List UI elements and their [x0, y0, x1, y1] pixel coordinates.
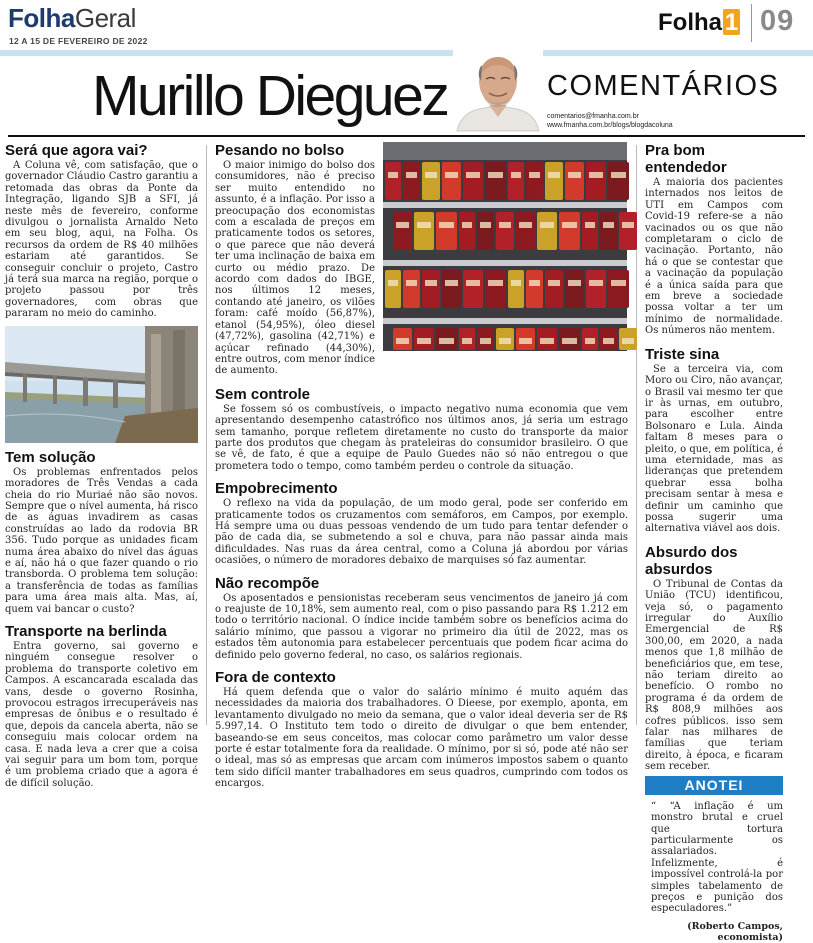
package-label	[406, 172, 417, 178]
coffee-package	[619, 212, 637, 250]
coffee-package	[516, 212, 535, 250]
page-number: 09	[760, 5, 795, 37]
contact-email[interactable]: comentarios@fmanha.com.br	[547, 113, 639, 120]
package-label	[445, 172, 458, 178]
coffee-package	[422, 270, 440, 308]
coffee-package	[565, 162, 584, 200]
coffee-package	[442, 162, 461, 200]
section-title: COMENTÁRIOS	[547, 70, 780, 102]
left-column	[5, 142, 198, 789]
package-label	[519, 338, 532, 344]
package-label	[529, 172, 540, 178]
coffee-package	[477, 212, 494, 250]
coffee-package	[442, 270, 461, 308]
package-label	[585, 338, 595, 344]
article-body: Se a terceira via, com Moro ou Ciro, não avançar, o Brasil vai mesmo ter que ir às urnas, em outubro, para escolher entre Bolsonaro e Lula. Ainda faltam 8 meses para o pleito, o que, em política, é uma eternidade, mas as lideranças que pretendem quebrar essa bolha precisam sentar à mesa e definir um caminho que possa sugerir uma alternativa viável aos dois.	[645, 363, 783, 535]
package-label	[511, 280, 521, 286]
article-body: Entra governo, sai governo e ninguém consegue resolver o problema do transporte coletivo em Campos. A escancarada escalada das vans, desde o governo Rosinha, provocou estragos irrecuperáveis nas empresas de ônibus e o resultado é que, depois da cancela aberta, não se conseguiu mais colocar ordem na casa. E nada leva a crer que a coisa vai seguir para um bom tom, porque é um problema criado que a agora é de difícil solução.	[5, 640, 198, 789]
package-label	[396, 222, 409, 228]
article-title: Pra bom entendedor	[645, 142, 727, 176]
contact-site[interactable]: www.fmanha.com.br/blogs/blogdacoluna	[547, 122, 673, 129]
package-label	[548, 172, 560, 178]
coffee-package	[608, 162, 629, 200]
package-label	[388, 172, 398, 178]
package-label	[589, 280, 603, 286]
coffee-package	[436, 212, 457, 250]
coffee-package	[463, 162, 483, 200]
section-brand	[8, 4, 136, 32]
package-label	[417, 338, 431, 344]
coffee-package	[508, 270, 524, 308]
folha1-logo	[658, 9, 740, 37]
article-body: Se fossem só os combustíveis, o impacto negativo numa economia que vem apresentando desempenho catastrófico nos últimos anos, já seria um estrago sem tamanho, porque refletem diretamente no custo do transporte da maior parte dos produtos que chegam às prateleiras do consumidor brasileiro. O que se vê, de fato, é que a equipe de Paulo Guedes não só não entregou o que prometera todo o tempo, como também perdeu o controle da situação.	[215, 403, 628, 472]
package-label	[562, 338, 577, 344]
article-title: Pesando no bolso	[215, 142, 345, 159]
coffee-package	[463, 270, 483, 308]
coffee-package	[545, 270, 563, 308]
logo-text: Folha	[658, 9, 722, 36]
article-body: O Tribunal de Contas da União (TCU) identificou, veja só, o pagamento irregular do Auxílio Emergencial de R$ 300,00, em 2020, a nada menos que 1,8 milhão de beneficiários que, em tese, não teriam direito ao benefício. O rombo no programa é da ordem de R$ 808,9 milhões aos cofres públicos. isso sem falar nas milhares de famílias que teriam direito, à época, e ficaram sem receber.	[645, 578, 783, 773]
article-title: Empobrecimento	[215, 480, 338, 498]
package-label	[540, 222, 554, 228]
article-title: Não recompõe	[215, 574, 320, 592]
anotei-label: ANOTEI	[645, 776, 783, 795]
coffee-package	[559, 212, 580, 250]
article-body: A Coluna vê, com satisfação, que o governador Cláudio Castro garantiu a retomada das obras da Ponte da Integração, ligando SJB a SFI, já neste mês de fevereiro, conforme divulgou o jornalista Arnaldo Neto em seu blog, aqui, na Folha. Os recursos da ordem de R$ 40 milhões estariam até garantidos. Se conseguir concluir o projeto, Castro já terá sua marca na região, porque o projeto passou por três governadores, com obras que pararam no meio do caminho.	[5, 160, 198, 320]
contact-info	[547, 112, 673, 130]
package-label	[425, 280, 437, 286]
article-body: Os aposentados e pensionistas receberam seus vencimentos de janeiro já com o reajuste de 10,18%, sem aumento real, com o piso passando para R$ 1.212 em todo o território nacional. O índice incide também sobre os benefícios acima do salário mínimo, que passou a vigorar no primeiro dia útil de 2022, mas os estados têm autonomia para estabelecer percentuais que podem ficar acima do definido pelo governo federal, no caso, os salários regionais.	[215, 592, 628, 661]
brand-light: Geral	[74, 3, 136, 33]
coffee-package	[608, 270, 629, 308]
article-pesando	[215, 142, 375, 377]
coffee-package	[403, 162, 420, 200]
header-divider	[751, 4, 752, 42]
coffee-package	[393, 212, 412, 250]
article-title: Transporte na berlinda	[5, 622, 167, 640]
package-label	[589, 172, 603, 178]
article-body: Os problemas enfrentados pelos moradores de Três Vendas a cada cheia do rio Muriaé não são novos. Sempre que o nível aumenta, há risco de as águas invadirem as casas construídas ao lado da rodovia BR 356. Tudo porque as unidades ficam numa área abaixo do nível das águas e aí, não há o que fazer quando o rio transborda. O problema tem solução: a transferência de todas as famílias para uma área mais alta. Mas, aí, quem vai bancar o custo?	[5, 466, 198, 615]
package-label	[466, 172, 480, 178]
package-label	[603, 338, 614, 344]
coffee-package	[600, 212, 617, 250]
bridge-photo	[5, 326, 198, 443]
article-title: Triste sina	[645, 345, 720, 363]
package-label	[462, 222, 472, 228]
article-body: A maioria dos pacientes internados nos leitos de UTI em Campos com Covid-19 refere-se a não vacinados ou os que não completaram o ciclo de vacinação. Portanto, não há o que se contestar que a vacinação da população é a única saída para que em breve a sociedade possa voltar a ter um mínimo de normalidade. Os números não mentem.	[645, 177, 783, 337]
coffee-package	[537, 212, 557, 250]
package-label	[488, 172, 503, 178]
package-label	[488, 280, 503, 286]
right-column	[645, 142, 783, 943]
anotei-source: (Roberto Campos, economista)	[687, 920, 783, 943]
coffee-package	[385, 162, 401, 200]
coffee-package	[526, 162, 543, 200]
package-label	[439, 338, 454, 344]
package-label	[480, 222, 491, 228]
article-title: Absurdo dos absurdos	[645, 543, 738, 578]
article-title: Fora de contexto	[215, 669, 336, 687]
package-label	[462, 338, 472, 344]
package-label	[425, 172, 437, 178]
logo-number: 1	[724, 9, 739, 36]
header-band	[0, 50, 813, 56]
coffee-package	[586, 162, 606, 200]
coffee-package	[385, 270, 401, 308]
article-body: O maior inimigo do bolso dos consumidores, não é preciso ser muito entendido no assunto, é a inflação. Por isso a preocupação dos economistas com a escalada de preços em praticamente todos os setores, o que parece que não deverá ter uma inclinação de baixa em curto ou médio prazo. De acordo com dados do IBGE, nos últimos 12 meses, contando até janeiro, os vilões foram: café moído (56,87%), etanol (54,95%), óleo diesel (47,72%), gasolina (42,71%) e açúcar refinado (44,30%), entre outros, com menor índice de aumento.	[215, 160, 375, 377]
coffee-package	[459, 212, 475, 250]
anotei-quote: “ “A inflação é um monstro brutal e cruel que tortura particularmente os assalariados. Infelizmente, é impossível controlá-la por simples tabelamento de preços e punição dos especuladores.”	[651, 800, 783, 915]
article-title: Sem controle	[215, 385, 311, 403]
package-label	[529, 280, 540, 286]
coffee-package	[485, 270, 506, 308]
package-label	[511, 172, 521, 178]
coffee-package	[414, 212, 434, 250]
package-label	[499, 338, 511, 344]
coffee-package	[422, 162, 440, 200]
coffee-package	[526, 270, 543, 308]
coffee-package	[403, 270, 420, 308]
package-label	[466, 280, 480, 286]
coffee-package	[545, 162, 563, 200]
banner-rule	[8, 135, 805, 137]
package-label	[585, 222, 595, 228]
package-label	[388, 280, 398, 286]
coffee-package	[496, 212, 514, 250]
package-label	[622, 222, 634, 228]
package-label	[480, 338, 491, 344]
coffee-package	[582, 212, 598, 250]
package-label	[562, 222, 577, 228]
package-label	[540, 338, 554, 344]
column-divider	[206, 145, 207, 725]
package-label	[406, 280, 417, 286]
package-label	[568, 172, 581, 178]
coffee-package	[586, 270, 606, 308]
package-label	[499, 222, 511, 228]
package-label	[519, 222, 532, 228]
article-body: O reflexo na vida da população, de um modo geral, pode ser conferido em praticamente todos os cruzamentos com semáforos, em Campos, por exemplo. Há sempre uma ou duas pessoas vendendo de um tudo para tentar defender o pão de cada dia, se submetendo a sol e chuva, para não passar ainda mais dificuldades. Nas ruas da área central, como a Coluna já abordou por várias ocasiões, o número de moradores debaixo de marquises só faz aumentar.	[215, 498, 628, 567]
article-title: Será que agora vai?	[5, 142, 148, 159]
package-label	[622, 338, 634, 344]
coffee-package	[508, 162, 524, 200]
package-label	[396, 338, 409, 344]
package-label	[603, 222, 614, 228]
article-title: Tem solução	[5, 448, 96, 466]
coffee-shelf-photo	[383, 142, 627, 351]
article-body: Há quem defenda que o valor do salário mínimo é muito aquém das necessidades da maioria dos trabalhadores. O Dieese, por exemplo, aponta, em levantamento divulgado no meio da semana, que o valor ideal deveria ser de R$ 5.997,14. O Instituto tem todo o direito de divulgar o que bem entender, baseando-se em seus conceitos, mas colocar como parâmetro um valor desse porte é estar totalmente fora da realidade. O mínimo, por si só, pode até não ser o ideal, mas só as empresas que arcam com inúmeros impostos sabem o quanto tem sido difícil manter trabalhadores em seus quadros, cumprindo com todos os encargos.	[215, 687, 628, 790]
package-label	[417, 222, 431, 228]
package-label	[568, 280, 581, 286]
package-label	[445, 280, 458, 286]
package-label	[611, 172, 626, 178]
package-label	[548, 280, 560, 286]
package-label	[439, 222, 454, 228]
publication-date: 12 A 15 DE FEVEREIRO DE 2022	[9, 36, 148, 46]
coffee-package	[485, 162, 506, 200]
coffee-package	[565, 270, 584, 308]
brand-bold: Folha	[8, 3, 75, 33]
author-name: Murillo Dieguez	[92, 64, 448, 128]
package-label	[611, 280, 626, 286]
author-photo	[453, 47, 543, 131]
page-header	[0, 0, 813, 50]
